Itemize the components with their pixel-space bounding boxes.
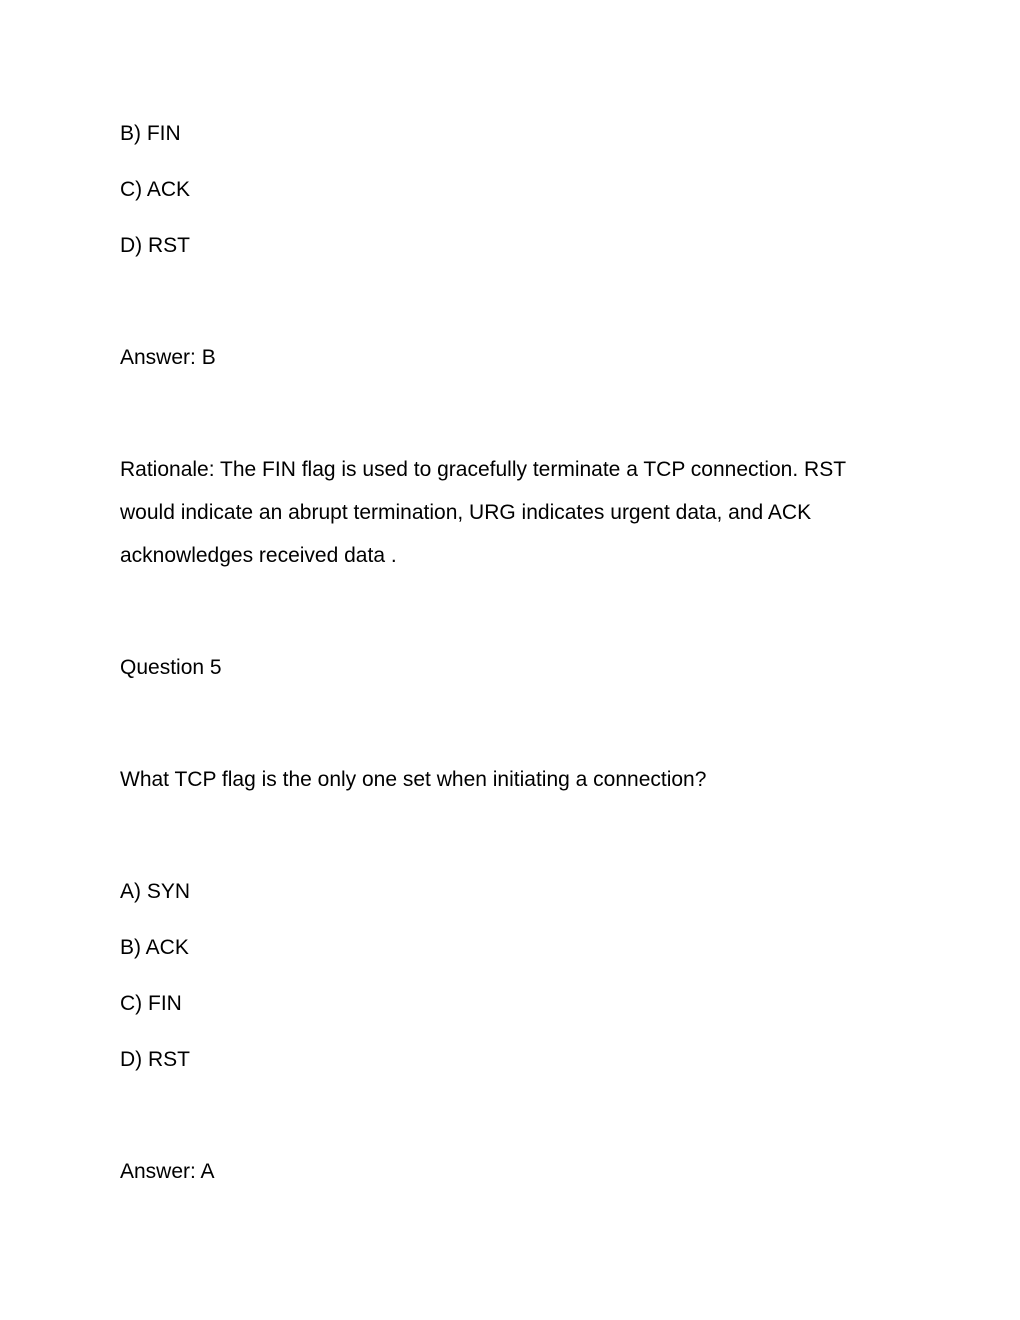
option-b: B) FIN [120, 122, 181, 145]
rationale-line-3: acknowledges received data . [120, 544, 397, 567]
question-prompt: What TCP flag is the only one set when initiating a connection? [120, 768, 707, 791]
rationale-line-1: Rationale: The FIN flag is used to gracefully terminate a TCP connection. RST [120, 458, 847, 481]
option-b: B) ACK [120, 936, 189, 959]
option-c: C) ACK [120, 178, 191, 201]
rationale-line-2: would indicate an abrupt termination, URG indicates urgent data, and ACK [120, 501, 812, 524]
option-c: C) FIN [120, 992, 182, 1015]
answer-text: Answer: B [120, 346, 216, 369]
option-d: D) RST [120, 234, 190, 257]
option-a: A) SYN [120, 880, 191, 903]
question-heading: Question 5 [120, 656, 222, 679]
answer-text: Answer: A [120, 1160, 215, 1183]
option-d: D) RST [120, 1048, 190, 1071]
